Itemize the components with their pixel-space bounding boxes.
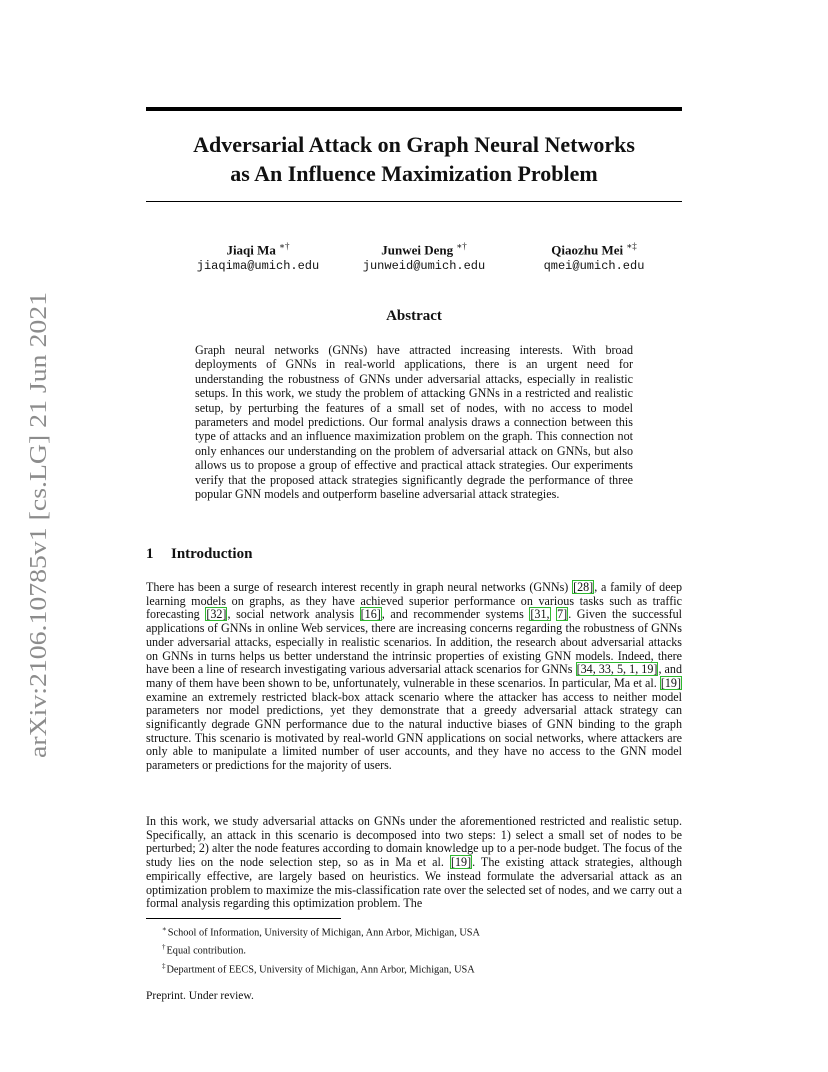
author-name: Jiaqi Ma ∗† — [226, 241, 290, 258]
title-line-2: as An Influence Maximization Problem — [230, 161, 598, 186]
intro-paragraph-2: In this work, we study adversarial attacks on GNNs under the aforementioned restricted and realistic setup. Specifically, an attack in this scenario is decomposed into two steps: 1) select a small set of nodes to be perturbed; 2) alter the node features according to domain knowledge up to a per-node budget. The focus of the study lies on the node selection step, so as in Ma et al. [19]. The existing attack strategies, although empirically effective, are largely based on heuristics. We instead formulate the adversarial attack as an optimization problem to maximize the mis-classification rate over the selected set of nodes, and we carry out a formal analysis regarding this optimization problem. The — [146, 814, 682, 911]
section-number: 1 — [146, 546, 154, 562]
citation-link[interactable]: [32] — [206, 607, 227, 622]
citation-link[interactable]: [16] — [360, 607, 381, 622]
citation-link[interactable]: [31, — [530, 607, 550, 622]
author-marks: ∗‡ — [626, 241, 637, 251]
citation-link[interactable]: [28] — [573, 580, 594, 594]
title-bottom-rule — [146, 201, 682, 202]
citation-link[interactable]: [34, 33, 5, 1, 19] — [576, 662, 658, 677]
author-name: Junwei Deng ∗† — [381, 241, 467, 258]
arxiv-identifier: arXiv:2106.10785v1 [cs.LG] 21 Jun 2021 — [26, 355, 52, 758]
intro-paragraph-1: There has been a surge of research interest recently in graph neural networks (GNNs) [28], a family of deep learning models on graphs, as they have achieved superior performance on various tasks such as traffic forecasting [32], social network analysis [16], and recommender systems [31, 7]. Given the successful applications of GNNs in online Web services, there are increasing concerns regarding the robustness of GNNs under adversarial attacks, especially in realistic scenarios. In addition, the research about adversarial attacks on GNNs in turns helps us better understand the intrinsic properties of existing GNN models. Indeed, there have been a line of research investigating various adversarial attack scenarios for GNNs [34, 33, 5, 1, 19], and many of them have been shown to be, unfortunately, vulnerable in these scenarios. In particular, Ma et al. [19] examine an extremely restricted black-box attack scenario where the attacker has access to neither model parameters nor model predictions, yet they demonstrate that a greedy adversarial attack strategy can significantly degrade GNN performance due to the natural inductive biases of GNN binding to the graph structure. This scenario is motivated by real-world GNN applications on social networks, where attackers are only able to manipulate a limited number of user accounts, and they have no access to the GNN model parameters or predictions for the majority of users. — [146, 580, 683, 773]
abstract-heading: Abstract — [386, 308, 442, 324]
citation-link[interactable]: [19] — [660, 675, 681, 690]
arxiv-side-stamp — [22, 290, 52, 760]
author-email[interactable]: junweid@umich.edu — [362, 259, 486, 274]
preprint-note: Preprint. Under review. — [146, 990, 254, 1002]
section-heading — [146, 546, 252, 563]
author-1 — [180, 238, 336, 274]
title-top-rule — [146, 107, 682, 111]
author-2 — [346, 238, 502, 274]
citation-link[interactable]: 7] — [557, 607, 568, 622]
author-email[interactable]: qmei@umich.edu — [543, 259, 645, 274]
citation-link[interactable]: [19] — [450, 855, 472, 870]
footnotes — [162, 922, 682, 977]
author-email[interactable]: jiaqima@umich.edu — [196, 259, 320, 274]
footnote-2: †Equal contribution. — [162, 943, 246, 957]
author-3 — [516, 238, 672, 274]
paper-title — [146, 130, 682, 188]
footnote-3: ‡Department of EECS, University of Michigan, Ann Arbor, Michigan, USA — [162, 961, 475, 976]
footnote-1: ∗School of Information, University of Michigan, Ann Arbor, Michigan, USA — [162, 925, 480, 939]
section-title: Introduction — [171, 546, 253, 562]
title-line-1: Adversarial Attack on Graph Neural Networks — [193, 132, 635, 157]
author-marks: ∗† — [278, 241, 290, 251]
footnote-rule — [146, 918, 341, 919]
author-name: Qiaozhu Mei ∗‡ — [551, 241, 637, 258]
abstract-text: Graph neural networks (GNNs) have attracted increasing interests. With broad deployments of GNNs in real-world applications, there is an urgent need for understanding the robustness of GNNs under adversarial attacks, especially in realistic setups. In this work, we study the problem of attacking GNNs in a restricted and realistic setup, by perturbing the features of a small set of nodes, with no access to model parameters and model predictions. Our formal analysis draws a connection between this type of attacks and an influence maximization problem on the graph. This connection not only enhances our understanding on the problem of adversarial attack on GNNs, but also allows us to propose a group of effective and practical attack strategies. Our experiments verify that the proposed attack strategies significantly degrade the performance of three popular GNN models and outperform baseline adversarial attack strategies. — [195, 343, 633, 502]
author-marks: ∗† — [456, 241, 467, 251]
